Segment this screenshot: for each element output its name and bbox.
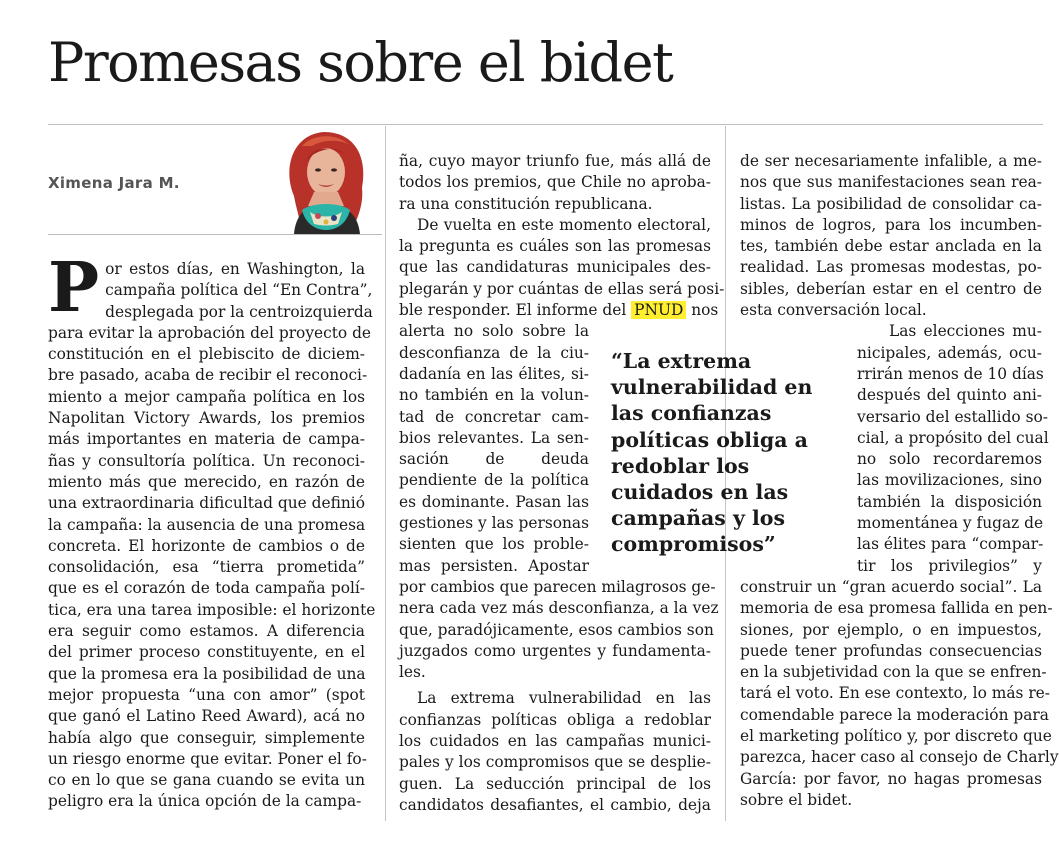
- text-line: De vuelta en este momento electoral,: [417, 215, 711, 234]
- paragraph: [399, 151, 711, 215]
- text-line: minos de logros, para los incumben-: [740, 215, 1042, 234]
- text-line: campaña política del “En Contra”,: [105, 281, 373, 300]
- text-line: nera cada vez más desconfianza, a la vez: [399, 599, 719, 618]
- paragraph: [740, 577, 1059, 811]
- text-line: peligro era la única opción de la campa-: [48, 792, 362, 811]
- text-line: confianzas políticas obliga a redoblar: [399, 710, 711, 729]
- text-line: una extraordinaria dificultad que definió: [48, 494, 365, 513]
- text-line: miento más que merecido, en razón de: [48, 472, 365, 491]
- pull-quote-line: cuidados en las: [611, 480, 789, 505]
- text-line: tad de concretar cam-: [399, 407, 589, 426]
- text-line: comendable parece la moderación para: [740, 705, 1049, 724]
- paragraph: [48, 248, 376, 813]
- text-line: más importantes en materia de campa-: [48, 430, 365, 449]
- author-name: Ximena Jara M.: [48, 174, 180, 192]
- text-line: Las elecciones mu-: [889, 322, 1042, 341]
- text-line: construir un “gran acuerdo social”. La: [740, 577, 1042, 596]
- text-line: para evitar la aprobación del proyecto de: [48, 323, 372, 342]
- text-line: que las candidaturas municipales des-: [399, 258, 711, 277]
- text-line: la campaña: la ausencia de una promesa: [48, 515, 366, 534]
- text-line: sienten que los proble-: [399, 535, 589, 554]
- author-divider: [48, 234, 382, 235]
- text-line: también la disposición: [857, 492, 1042, 511]
- pull-quote-line: políticas obliga a: [611, 427, 808, 452]
- text-line: consolidación, esa “tierra prometida”: [48, 558, 365, 577]
- drop-cap: P: [48, 248, 100, 328]
- text-line: guen. La seducción principal de los: [399, 774, 711, 793]
- headline-divider: [48, 124, 1043, 125]
- text-line: García: por favor, no hagas promesas: [740, 769, 1042, 788]
- text-line: constitución en el plebiscito de diciem-: [48, 345, 365, 364]
- text-line: que, paradójicamente, esos cambios son: [399, 620, 714, 639]
- text-line: desplegada por la centroizquierda: [105, 302, 373, 321]
- text-line: sación de deuda: [399, 450, 589, 469]
- highlighted-term: PNUD: [631, 301, 686, 319]
- text-line: candidatos desafiantes, el cambio, deja: [399, 795, 711, 814]
- column-divider: [385, 126, 386, 821]
- pull-quote-line: “La extrema: [611, 349, 752, 373]
- text-line: no también en la volun-: [399, 386, 589, 405]
- text-line: que ganó el Latino Reed Award), acá no: [48, 707, 365, 726]
- text-line: nos que sus manifestaciones sean rea-: [740, 173, 1042, 192]
- text-line: co en lo que se gana cuando se evita un: [48, 771, 365, 790]
- text-line: listas. La posibilidad de consolidar ca-: [740, 194, 1042, 213]
- text-line: esta conversación local.: [740, 301, 927, 320]
- text-line: desconfianza de la ciu-: [399, 343, 589, 362]
- text-line: ra una constitución republicana.: [399, 194, 653, 213]
- text-line: la pregunta es cuáles son las promesas: [399, 237, 711, 256]
- text-line: miento a mejor campaña política en los: [48, 387, 365, 406]
- text-line: sobre el bidet.: [740, 790, 853, 809]
- text-line: memoria de esa promesa fallida en pen-: [740, 599, 1053, 618]
- headline: Promesas sobre el bidet: [48, 31, 673, 94]
- text-line: era seguir como estamos. A diferencia: [48, 622, 365, 641]
- text-line: no solo recordaremos: [857, 450, 1042, 469]
- text-line: los cuidados en las campañas munici-: [399, 732, 711, 751]
- text-line: de ser necesariamente infalible, a me-: [740, 152, 1042, 170]
- text-line: rrirán menos de 10 días: [857, 364, 1044, 383]
- text-line: tes, también debe estar anclada en la: [740, 237, 1042, 256]
- pull-quote-line: redoblar los: [611, 453, 750, 478]
- text-line: juzgados como urgentes y fundamenta-: [399, 641, 711, 660]
- pull-quote-line: compromisos”: [611, 532, 776, 557]
- text-line: después del quinto ani-: [857, 386, 1042, 405]
- text-line: que la promesa era la posibilidad de una: [48, 664, 366, 683]
- text-line: que es el corazón de toda campaña polí-: [48, 579, 365, 598]
- text-line: siones, por ejemplo, o en impuestos,: [740, 620, 1042, 639]
- text-line: las movilizaciones, sino: [857, 471, 1042, 490]
- text-line: pendiente de la política: [399, 471, 589, 490]
- text-line: La extrema vulnerabilidad en las: [417, 689, 711, 708]
- text-line: realidad. Las promesas modestas, po-: [740, 258, 1042, 277]
- pull-quote-line: campañas y los: [611, 506, 785, 531]
- text-line: concreta. El horizonte de cambios o de: [48, 536, 365, 555]
- paragraph-narrow: [399, 321, 589, 577]
- text-line: tará el voto. En ese contexto, lo más re-: [740, 684, 1050, 703]
- text-line: había algo que conseguir, simplemente: [48, 728, 365, 747]
- text-line: mejor propuesta “una con amor” (spot: [48, 685, 365, 704]
- text-line: pales y los compromisos que se desplie-: [399, 753, 711, 772]
- text-line: or estos días, en Washington, la: [105, 260, 365, 278]
- paragraph: [399, 577, 719, 683]
- text-line: mas persisten. Apostar: [399, 556, 589, 575]
- text-line: dadanía en las élites, si-: [399, 364, 589, 383]
- column-3: [740, 151, 1059, 811]
- text-line: tir los privilegios” y: [857, 556, 1042, 575]
- text-line: les.: [399, 663, 426, 682]
- text-line: las élites para “compar-: [857, 535, 1044, 554]
- text-line: Napolitan Victory Awards, los premios: [48, 409, 365, 428]
- text-line: un riesgo enorme que evitar. Poner el fo-: [48, 749, 367, 768]
- text-line: el marketing político y, por discreto que: [740, 727, 1052, 746]
- text-line: parezca, hacer caso al consejo de Charly: [740, 748, 1059, 767]
- text-line: ble responder. El informe del PNUD nos: [399, 301, 719, 320]
- column-1: [48, 248, 376, 813]
- pull-quote-line: vulnerabilidad en: [611, 375, 813, 400]
- text-line: momentánea y fugaz de: [857, 514, 1044, 533]
- text-line: todos los premios, que Chile no aproba-: [399, 173, 711, 192]
- text-line: ña, cuyo mayor triunfo fue, más allá de: [399, 152, 711, 170]
- text-line: por cambios que parecen milagrosos ge-: [399, 577, 716, 596]
- text-line: gestiones y las personas: [399, 514, 589, 533]
- text-line: es dominante. Pasan las: [399, 492, 589, 511]
- text-line: ñas y consultoría política. Un reconoci-: [48, 451, 365, 470]
- text-line: del primer proceso constituyente, en el: [48, 643, 365, 662]
- text-line: bios relevantes. La sen-: [399, 428, 589, 447]
- text-line: cial, a propósito del cual: [857, 428, 1049, 447]
- text-line: plegarán y por cuántas de ellas será posi-: [399, 279, 725, 298]
- text-line: sibles, deberían estar en el centro de: [740, 279, 1042, 298]
- paragraph: [399, 688, 711, 816]
- paragraph: [740, 151, 1042, 321]
- paragraph-narrow: [857, 321, 1049, 577]
- paragraph: [399, 215, 725, 300]
- text-line: tica, era una tarea imposible: el horizonte: [48, 600, 376, 619]
- text-line: puede tener profundas consecuencias: [740, 641, 1042, 660]
- text-line: versario del estallido so-: [857, 407, 1048, 426]
- text-line: en la subjetividad con la que se enfren-: [740, 663, 1047, 682]
- text-line: nicipales, además, ocu-: [857, 343, 1042, 362]
- pull-quote-line: las confianzas: [611, 401, 772, 426]
- text-line: alerta no solo sobre la: [399, 322, 589, 341]
- author-portrait: [272, 126, 380, 234]
- text-line: bre pasado, acaba de recibir el reconoci-: [48, 366, 368, 385]
